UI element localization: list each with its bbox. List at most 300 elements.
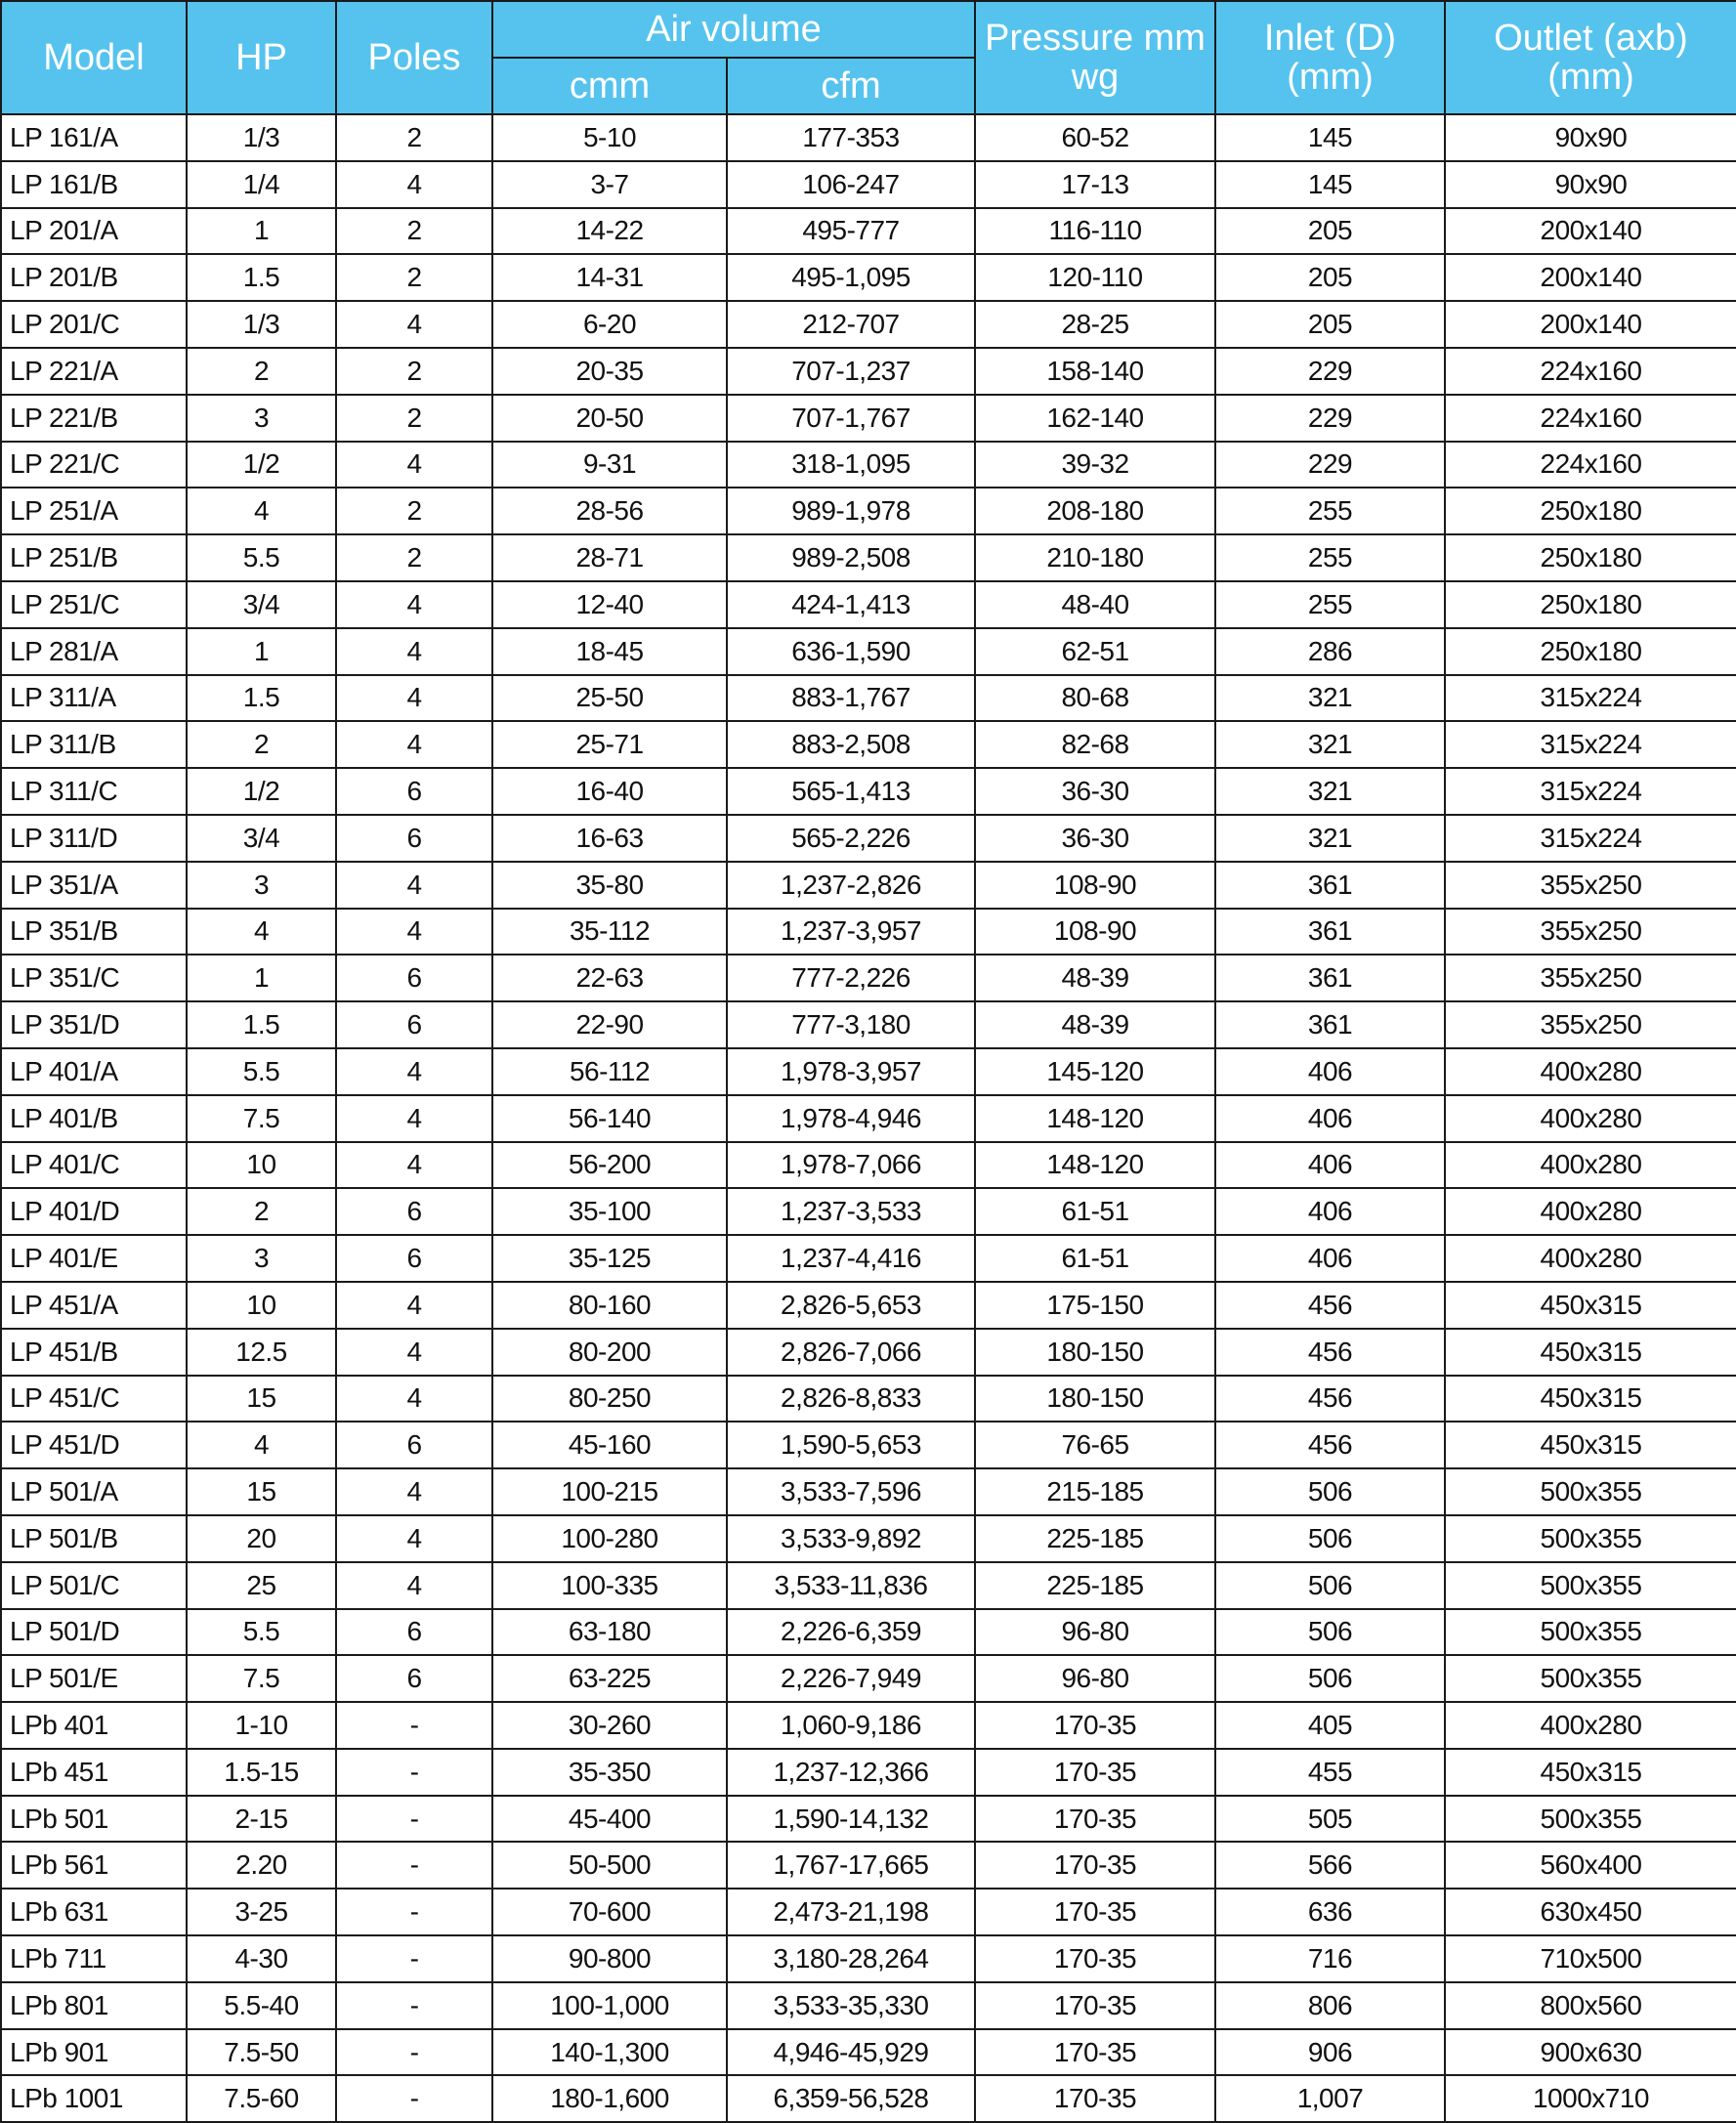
table-row [1,581,1736,628]
cell-outlet: 400x280 [1445,1048,1736,1095]
cell-outlet: 500x355 [1445,1562,1736,1609]
table-row [1,1749,1736,1796]
cell-cfm: 1,978-4,946 [727,1095,975,1142]
table-row [1,208,1736,255]
cell-hp: 3/4 [187,815,336,862]
cell-hp: 5.5 [187,1609,336,1656]
cell-cmm: 30-260 [492,1702,727,1749]
cell-hp: 3 [187,1235,336,1282]
cell-outlet: 315x224 [1445,768,1736,815]
cell-model: LP 501/B [1,1515,187,1562]
cell-hp: 1/2 [187,768,336,815]
cell-cmm: 80-160 [492,1282,727,1329]
cell-cfm: 777-3,180 [727,1001,975,1048]
cell-cfm: 1,237-12,366 [727,1749,975,1796]
cell-inlet: 229 [1215,442,1445,488]
cell-model: LP 401/E [1,1235,187,1282]
cell-hp: 1/3 [187,114,336,161]
cell-pressure: 170-35 [975,1796,1215,1843]
cell-cfm: 707-1,767 [727,395,975,442]
cell-inlet: 716 [1215,1935,1445,1982]
cell-poles: 2 [336,348,492,395]
table-row [1,1468,1736,1515]
cell-cmm: 22-90 [492,1001,727,1048]
header-poles: Poles [336,1,492,114]
cell-model: LP 311/B [1,721,187,768]
table-row [1,442,1736,488]
cell-pressure: 28-25 [975,301,1215,348]
cell-inlet: 506 [1215,1655,1445,1702]
header-air-volume: Air volume [492,1,975,58]
cell-poles: 6 [336,955,492,1001]
cell-poles: - [336,1796,492,1843]
cell-cfm: 3,533-35,330 [727,1982,975,2029]
cell-hp: 7.5 [187,1095,336,1142]
cell-outlet: 315x224 [1445,675,1736,722]
cell-outlet: 224x160 [1445,395,1736,442]
cell-hp: 3/4 [187,581,336,628]
cell-cfm: 2,473-21,198 [727,1889,975,1935]
cell-model: LP 451/B [1,1329,187,1376]
cell-model: LPb 401 [1,1702,187,1749]
cell-poles: - [336,1749,492,1796]
table-header [1,1,1736,114]
cell-model: LP 401/D [1,1188,187,1235]
cell-cmm: 14-22 [492,208,727,255]
cell-inlet: 406 [1215,1095,1445,1142]
cell-cfm: 3,533-7,596 [727,1468,975,1515]
cell-outlet: 90x90 [1445,161,1736,208]
cell-outlet: 355x250 [1445,1001,1736,1048]
cell-model: LP 311/C [1,768,187,815]
table-row [1,1235,1736,1282]
cell-pressure: 175-150 [975,1282,1215,1329]
cell-cfm: 1,767-17,665 [727,1842,975,1889]
cell-hp: 1-10 [187,1702,336,1749]
cell-pressure: 170-35 [975,1889,1215,1935]
cell-outlet: 400x280 [1445,1188,1736,1235]
cell-outlet: 90x90 [1445,114,1736,161]
table-row [1,1842,1736,1889]
table-row [1,815,1736,862]
cell-cfm: 1,978-3,957 [727,1048,975,1095]
cell-pressure: 225-185 [975,1515,1215,1562]
cell-model: LP 201/B [1,254,187,301]
table-row [1,488,1736,534]
cell-cfm: 1,237-3,533 [727,1188,975,1235]
cell-hp: 7.5 [187,1655,336,1702]
cell-hp: 3 [187,862,336,909]
cell-cfm: 318-1,095 [727,442,975,488]
cell-outlet: 355x250 [1445,909,1736,955]
cell-pressure: 39-32 [975,442,1215,488]
table-row [1,1982,1736,2029]
cell-outlet: 1000x710 [1445,2075,1736,2122]
cell-pressure: 108-90 [975,862,1215,909]
cell-poles: 4 [336,628,492,675]
cell-cmm: 22-63 [492,955,727,1001]
cell-model: LP 221/B [1,395,187,442]
cell-model: LP 451/C [1,1376,187,1422]
cell-outlet: 200x140 [1445,254,1736,301]
cell-pressure: 62-51 [975,628,1215,675]
cell-inlet: 456 [1215,1422,1445,1468]
table-row [1,1282,1736,1329]
cell-inlet: 406 [1215,1235,1445,1282]
table-row [1,114,1736,161]
cell-inlet: 506 [1215,1515,1445,1562]
cell-cmm: 35-112 [492,909,727,955]
cell-hp: 10 [187,1142,336,1189]
cell-outlet: 400x280 [1445,1095,1736,1142]
cell-cfm: 2,226-6,359 [727,1609,975,1656]
cell-cfm: 2,826-5,653 [727,1282,975,1329]
cell-inlet: 806 [1215,1982,1445,2029]
cell-outlet: 400x280 [1445,1235,1736,1282]
cell-poles: 6 [336,815,492,862]
cell-pressure: 170-35 [975,1982,1215,2029]
cell-pressure: 80-68 [975,675,1215,722]
cell-model: LPb 1001 [1,2075,187,2122]
cell-poles: 2 [336,534,492,581]
table-row [1,1142,1736,1189]
table-row [1,2075,1736,2122]
cell-cmm: 18-45 [492,628,727,675]
cell-outlet: 450x315 [1445,1282,1736,1329]
cell-inlet: 405 [1215,1702,1445,1749]
cell-hp: 1/3 [187,301,336,348]
cell-cmm: 100-215 [492,1468,727,1515]
header-outlet: Outlet (axb) (mm) [1445,1,1736,114]
cell-outlet: 250x180 [1445,488,1736,534]
cell-poles: 6 [336,1609,492,1656]
cell-cfm: 707-1,237 [727,348,975,395]
cell-cmm: 35-80 [492,862,727,909]
cell-pressure: 170-35 [975,1749,1215,1796]
cell-poles: 4 [336,1142,492,1189]
cell-cmm: 16-40 [492,768,727,815]
cell-poles: 2 [336,395,492,442]
cell-cmm: 25-50 [492,675,727,722]
cell-outlet: 315x224 [1445,815,1736,862]
cell-inlet: 456 [1215,1376,1445,1422]
cell-pressure: 180-150 [975,1376,1215,1422]
cell-model: LP 351/B [1,909,187,955]
cell-inlet: 506 [1215,1468,1445,1515]
cell-inlet: 456 [1215,1282,1445,1329]
cell-pressure: 116-110 [975,208,1215,255]
table-row [1,395,1736,442]
cell-cmm: 20-50 [492,395,727,442]
cell-pressure: 170-35 [975,2075,1215,2122]
cell-poles: 4 [336,1376,492,1422]
table-row [1,534,1736,581]
cell-cfm: 177-353 [727,114,975,161]
cell-hp: 4-30 [187,1935,336,1982]
cell-pressure: 170-35 [975,1842,1215,1889]
cell-hp: 25 [187,1562,336,1609]
cell-model: LP 501/D [1,1609,187,1656]
cell-cmm: 45-400 [492,1796,727,1843]
cell-inlet: 455 [1215,1749,1445,1796]
cell-model: LP 311/A [1,675,187,722]
header-inlet: Inlet (D) (mm) [1215,1,1445,114]
cell-model: LP 351/C [1,955,187,1001]
cell-poles: 4 [336,675,492,722]
cell-pressure: 170-35 [975,1702,1215,1749]
cell-model: LP 401/B [1,1095,187,1142]
cell-inlet: 205 [1215,254,1445,301]
cell-outlet: 500x355 [1445,1609,1736,1656]
cell-cfm: 883-2,508 [727,721,975,768]
cell-cfm: 1,060-9,186 [727,1702,975,1749]
cell-inlet: 406 [1215,1142,1445,1189]
cell-poles: 2 [336,208,492,255]
table-row [1,1935,1736,1982]
cell-cmm: 80-200 [492,1329,727,1376]
cell-poles: 4 [336,161,492,208]
cell-model: LP 501/A [1,1468,187,1515]
cell-poles: - [336,1842,492,1889]
cell-hp: 7.5-60 [187,2075,336,2122]
cell-outlet: 800x560 [1445,1982,1736,2029]
cell-pressure: 170-35 [975,1935,1215,1982]
cell-cfm: 3,180-28,264 [727,1935,975,1982]
cell-pressure: 36-30 [975,768,1215,815]
cell-inlet: 456 [1215,1329,1445,1376]
cell-pressure: 208-180 [975,488,1215,534]
cell-cmm: 14-31 [492,254,727,301]
cell-outlet: 450x315 [1445,1422,1736,1468]
cell-hp: 5.5 [187,534,336,581]
cell-pressure: 76-65 [975,1422,1215,1468]
cell-hp: 20 [187,1515,336,1562]
cell-cfm: 1,590-14,132 [727,1796,975,1843]
cell-cfm: 2,826-8,833 [727,1376,975,1422]
table-row [1,254,1736,301]
cell-cfm: 212-707 [727,301,975,348]
cell-outlet: 355x250 [1445,862,1736,909]
cell-outlet: 200x140 [1445,301,1736,348]
table-row [1,161,1736,208]
table-row [1,1001,1736,1048]
cell-cmm: 20-35 [492,348,727,395]
cell-model: LPb 901 [1,2029,187,2076]
cell-inlet: 229 [1215,348,1445,395]
cell-poles: 4 [336,1468,492,1515]
cell-hp: 5.5-40 [187,1982,336,2029]
cell-cmm: 50-500 [492,1842,727,1889]
cell-poles: - [336,1982,492,2029]
cell-hp: 15 [187,1468,336,1515]
cell-hp: 1.5 [187,1001,336,1048]
cell-hp: 1/2 [187,442,336,488]
cell-poles: 4 [336,301,492,348]
cell-model: LP 221/C [1,442,187,488]
cell-outlet: 560x400 [1445,1842,1736,1889]
cell-cmm: 56-112 [492,1048,727,1095]
table-row [1,1702,1736,1749]
cell-cmm: 63-225 [492,1655,727,1702]
cell-inlet: 566 [1215,1842,1445,1889]
cell-outlet: 315x224 [1445,721,1736,768]
cell-hp: 2.20 [187,1842,336,1889]
cell-cfm: 2,826-7,066 [727,1329,975,1376]
cell-poles: 2 [336,488,492,534]
table-row [1,675,1736,722]
cell-pressure: 148-120 [975,1142,1215,1189]
cell-cmm: 100-335 [492,1562,727,1609]
cell-inlet: 505 [1215,1796,1445,1843]
cell-hp: 4 [187,1422,336,1468]
cell-pressure: 162-140 [975,395,1215,442]
table-row [1,348,1736,395]
cell-pressure: 170-35 [975,2029,1215,2076]
cell-inlet: 255 [1215,581,1445,628]
cell-poles: 6 [336,1001,492,1048]
cell-outlet: 200x140 [1445,208,1736,255]
cell-outlet: 400x280 [1445,1702,1736,1749]
cell-hp: 1/4 [187,161,336,208]
cell-poles: 4 [336,1562,492,1609]
table-body [1,114,1736,2122]
table-row [1,955,1736,1001]
cell-outlet: 500x355 [1445,1515,1736,1562]
cell-hp: 3-25 [187,1889,336,1935]
cell-inlet: 255 [1215,488,1445,534]
cell-hp: 1 [187,955,336,1001]
cell-cmm: 6-20 [492,301,727,348]
table-row [1,1562,1736,1609]
cell-cfm: 495-1,095 [727,254,975,301]
header-cmm: cmm [492,58,727,114]
cell-cmm: 28-56 [492,488,727,534]
cell-outlet: 710x500 [1445,1935,1736,1982]
cell-cmm: 35-100 [492,1188,727,1235]
cell-inlet: 506 [1215,1562,1445,1609]
cell-cfm: 777-2,226 [727,955,975,1001]
cell-cmm: 180-1,600 [492,2075,727,2122]
cell-model: LP 451/D [1,1422,187,1468]
cell-pressure: 180-150 [975,1329,1215,1376]
cell-poles: - [336,2029,492,2076]
cell-poles: 4 [336,1095,492,1142]
cell-cmm: 140-1,300 [492,2029,727,2076]
cell-model: LP 281/A [1,628,187,675]
cell-cmm: 56-140 [492,1095,727,1142]
cell-hp: 2 [187,348,336,395]
cell-poles: 4 [336,721,492,768]
cell-outlet: 500x355 [1445,1468,1736,1515]
cell-model: LPb 631 [1,1889,187,1935]
cell-inlet: 145 [1215,161,1445,208]
cell-model: LPb 561 [1,1842,187,1889]
cell-cmm: 100-280 [492,1515,727,1562]
cell-pressure: 96-80 [975,1609,1215,1656]
cell-model: LP 251/A [1,488,187,534]
cell-outlet: 450x315 [1445,1749,1736,1796]
cell-model: LP 401/A [1,1048,187,1095]
cell-inlet: 205 [1215,301,1445,348]
cell-pressure: 36-30 [975,815,1215,862]
cell-cfm: 565-2,226 [727,815,975,862]
cell-hp: 7.5-50 [187,2029,336,2076]
cell-cfm: 1,237-2,826 [727,862,975,909]
cell-hp: 1.5 [187,254,336,301]
cell-cfm: 3,533-9,892 [727,1515,975,1562]
cell-poles: 6 [336,1235,492,1282]
cell-pressure: 96-80 [975,1655,1215,1702]
cell-model: LP 251/C [1,581,187,628]
cell-pressure: 17-13 [975,161,1215,208]
cell-hp: 2-15 [187,1796,336,1843]
cell-outlet: 355x250 [1445,955,1736,1001]
cell-hp: 15 [187,1376,336,1422]
cell-model: LPb 801 [1,1982,187,2029]
cell-inlet: 145 [1215,114,1445,161]
cell-model: LP 401/C [1,1142,187,1189]
cell-model: LP 201/A [1,208,187,255]
cell-inlet: 906 [1215,2029,1445,2076]
table-row [1,1609,1736,1656]
cell-pressure: 145-120 [975,1048,1215,1095]
cell-inlet: 229 [1215,395,1445,442]
cell-poles: - [336,1702,492,1749]
cell-model: LPb 711 [1,1935,187,1982]
cell-poles: 4 [336,1329,492,1376]
cell-inlet: 636 [1215,1889,1445,1935]
cell-inlet: 321 [1215,815,1445,862]
table-row [1,1188,1736,1235]
cell-model: LP 201/C [1,301,187,348]
cell-model: LP 351/D [1,1001,187,1048]
cell-model: LP 501/E [1,1655,187,1702]
cell-outlet: 224x160 [1445,442,1736,488]
cell-inlet: 286 [1215,628,1445,675]
table-row [1,1515,1736,1562]
cell-cfm: 1,590-5,653 [727,1422,975,1468]
cell-pressure: 48-39 [975,1001,1215,1048]
cell-model: LP 251/B [1,534,187,581]
cell-poles: 4 [336,1515,492,1562]
cell-cfm: 989-2,508 [727,534,975,581]
cell-inlet: 321 [1215,675,1445,722]
cell-inlet: 205 [1215,208,1445,255]
table-row [1,301,1736,348]
table-row [1,2029,1736,2076]
table-row [1,1655,1736,1702]
cell-cfm: 1,978-7,066 [727,1142,975,1189]
cell-inlet: 255 [1215,534,1445,581]
cell-model: LP 351/A [1,862,187,909]
cell-inlet: 361 [1215,955,1445,1001]
table-row [1,768,1736,815]
cell-cmm: 56-200 [492,1142,727,1189]
cell-hp: 3 [187,395,336,442]
cell-cmm: 35-350 [492,1749,727,1796]
cell-hp: 1 [187,628,336,675]
cell-cfm: 424-1,413 [727,581,975,628]
cell-outlet: 900x630 [1445,2029,1736,2076]
table-row [1,628,1736,675]
cell-poles: 4 [336,1282,492,1329]
cell-hp: 12.5 [187,1329,336,1376]
cell-inlet: 406 [1215,1048,1445,1095]
cell-cfm: 4,946-45,929 [727,2029,975,2076]
cell-cmm: 80-250 [492,1376,727,1422]
cell-cmm: 16-63 [492,815,727,862]
cell-cfm: 1,237-3,957 [727,909,975,955]
